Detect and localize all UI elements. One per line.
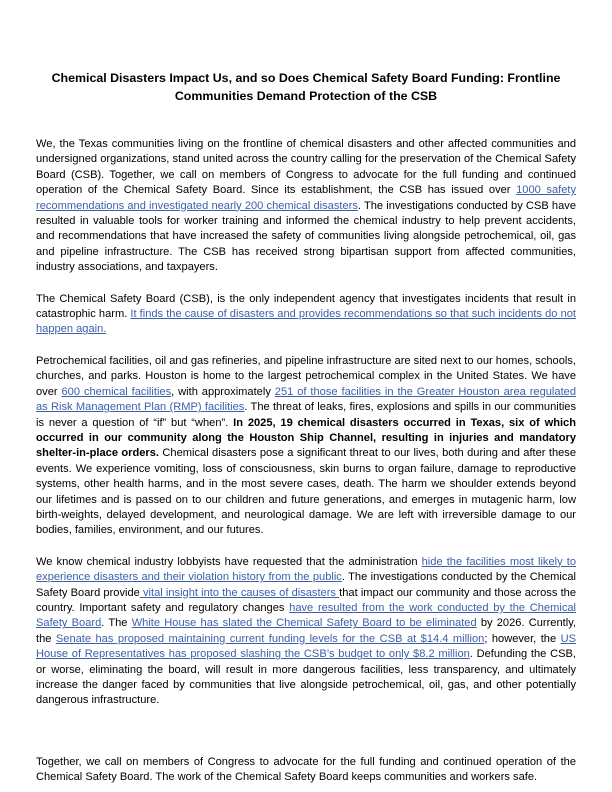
text-run: The Chemical Safety Board (CSB), is the only independent agency that investigates incidents that result in catastrophic harm. [36,292,576,321]
text-run: . The [101,617,132,630]
document-title: Chemical Disasters Impact Us, and so Does Chemical Safety Board Funding: Frontline Communities Demand Protection of the CSB [51,71,561,103]
bold-statistic: In 2025, 19 chemical disasters occurred in Texas, six of which occurred in our community along the Houston Ship Channel, resulting in injuries and mandatory shelter-in-place orders. [36,416,576,460]
link-finds-cause[interactable]: It finds the cause of disasters and provides recommendations so that such incidents do not happen again. [36,308,576,336]
link-600-facilities[interactable]: 600 chemical facilities [61,385,172,398]
link-white-house[interactable]: White House has slated the Chemical Safety Board to be eliminated [131,617,477,630]
link-vital-insight[interactable]: vital insight into the causes of disasters [139,586,340,599]
text-run: Petrochemical facilities, oil and gas refineries, and pipeline infrastructure are sited next to our homes, schools, churches, and parks. Houston is home to the largest petrochemical complex in the United States. We have over [36,354,576,398]
paragraph-closing [36,755,576,786]
link-hide-facilities[interactable]: hide the facilities most likely to experience disasters and their violation history from the public [36,555,577,584]
text-run: Chemical disasters pose a significant threat to our lives, both during and after these events. We experience vomiting, loss of consciousness, skin burns to organ failure, damage to reproductive systems, other health harms, and in the most severe cases, death. The harm we shoulder extends beyond our lifetimes and is passed on to our children and future generations, and emerges in mutagenic harm, low birth-weights, delayed development, and neurological damage. We are left with irreversible damage to our bodies, families, environment, and our futures. [36,447,577,537]
text-run: . The threat of leaks, fires, explosions and spills in our communities is never a question of “if” but “when”. [36,401,576,429]
text-run: Together, we call on members of Congress to advocate for the full funding and continued operation of the Chemical Safety Board. The work of the Chemical Safety Board keeps communities and workers safe. [36,755,576,784]
paragraph-lobbyists [36,555,576,709]
text-run: that impact our community and those across the country. Important safety and regulatory changes [36,586,577,614]
text-run: . Defunding the CSB, or worse, eliminating the board, will result in more dangerous facilities, less transparency, and ultimately increase the danger faced by communities that live alongside petrochemical, oil, gas, and other potentially dangerous infrastructure. [36,648,576,707]
text-run: We know chemical industry lobbyists have requested that the administration [36,555,422,568]
text-run: by 2026. Currently, the [36,617,577,645]
link-rmp-facilities[interactable]: 251 of those facilities in the Greater Houston area regulated as Risk Management Plan (RMP) facilities [36,385,576,414]
link-senate-funding[interactable]: Senate has proposed maintaining current funding levels for the CSB at $14.4 million [55,632,485,645]
text-run: ; however, the [484,632,561,645]
text-run: . The investigations conducted by the Chemical Safety Board provide [36,571,576,599]
paragraph-houston-facilities [36,354,576,539]
link-house-budget[interactable]: US House of Representatives has proposed slashing the CSB’s budget to only $8.2 million [36,632,577,661]
paragraph-intro [36,137,576,276]
text-run: . The investigations conducted by CSB have resulted in valuable tools for worker training and informed the chemical industry to help prevent accidents, and recommendations that have increased the safety of communities living alongside petrochemical, oil, gas and pipeline infrastructure. The CSB has received strong bipartisan support from affected communities, industry associations, and taxpayers. [36,199,576,274]
paragraph-csb-role [36,292,576,338]
link-safety-recommendations[interactable]: 1000 safety recommendations and investigated nearly 200 chemical disasters [36,184,577,212]
text-run: We, the Texas communities living on the frontline of chemical disasters and other affected communities and undersigned organizations, stand united across the country calling for the preservation of the Chemical Safety Board (CSB). Together, we call on members of Congress to advocate for the full funding and continued operation of the Chemical Safety Board. Since its establishment, the CSB has issued over [36,138,576,197]
link-regulatory-changes[interactable]: have resulted from the work conducted by the Chemical Safety Board [36,601,577,630]
document-page [36,70,576,786]
text-run: , with approximately [171,385,275,398]
